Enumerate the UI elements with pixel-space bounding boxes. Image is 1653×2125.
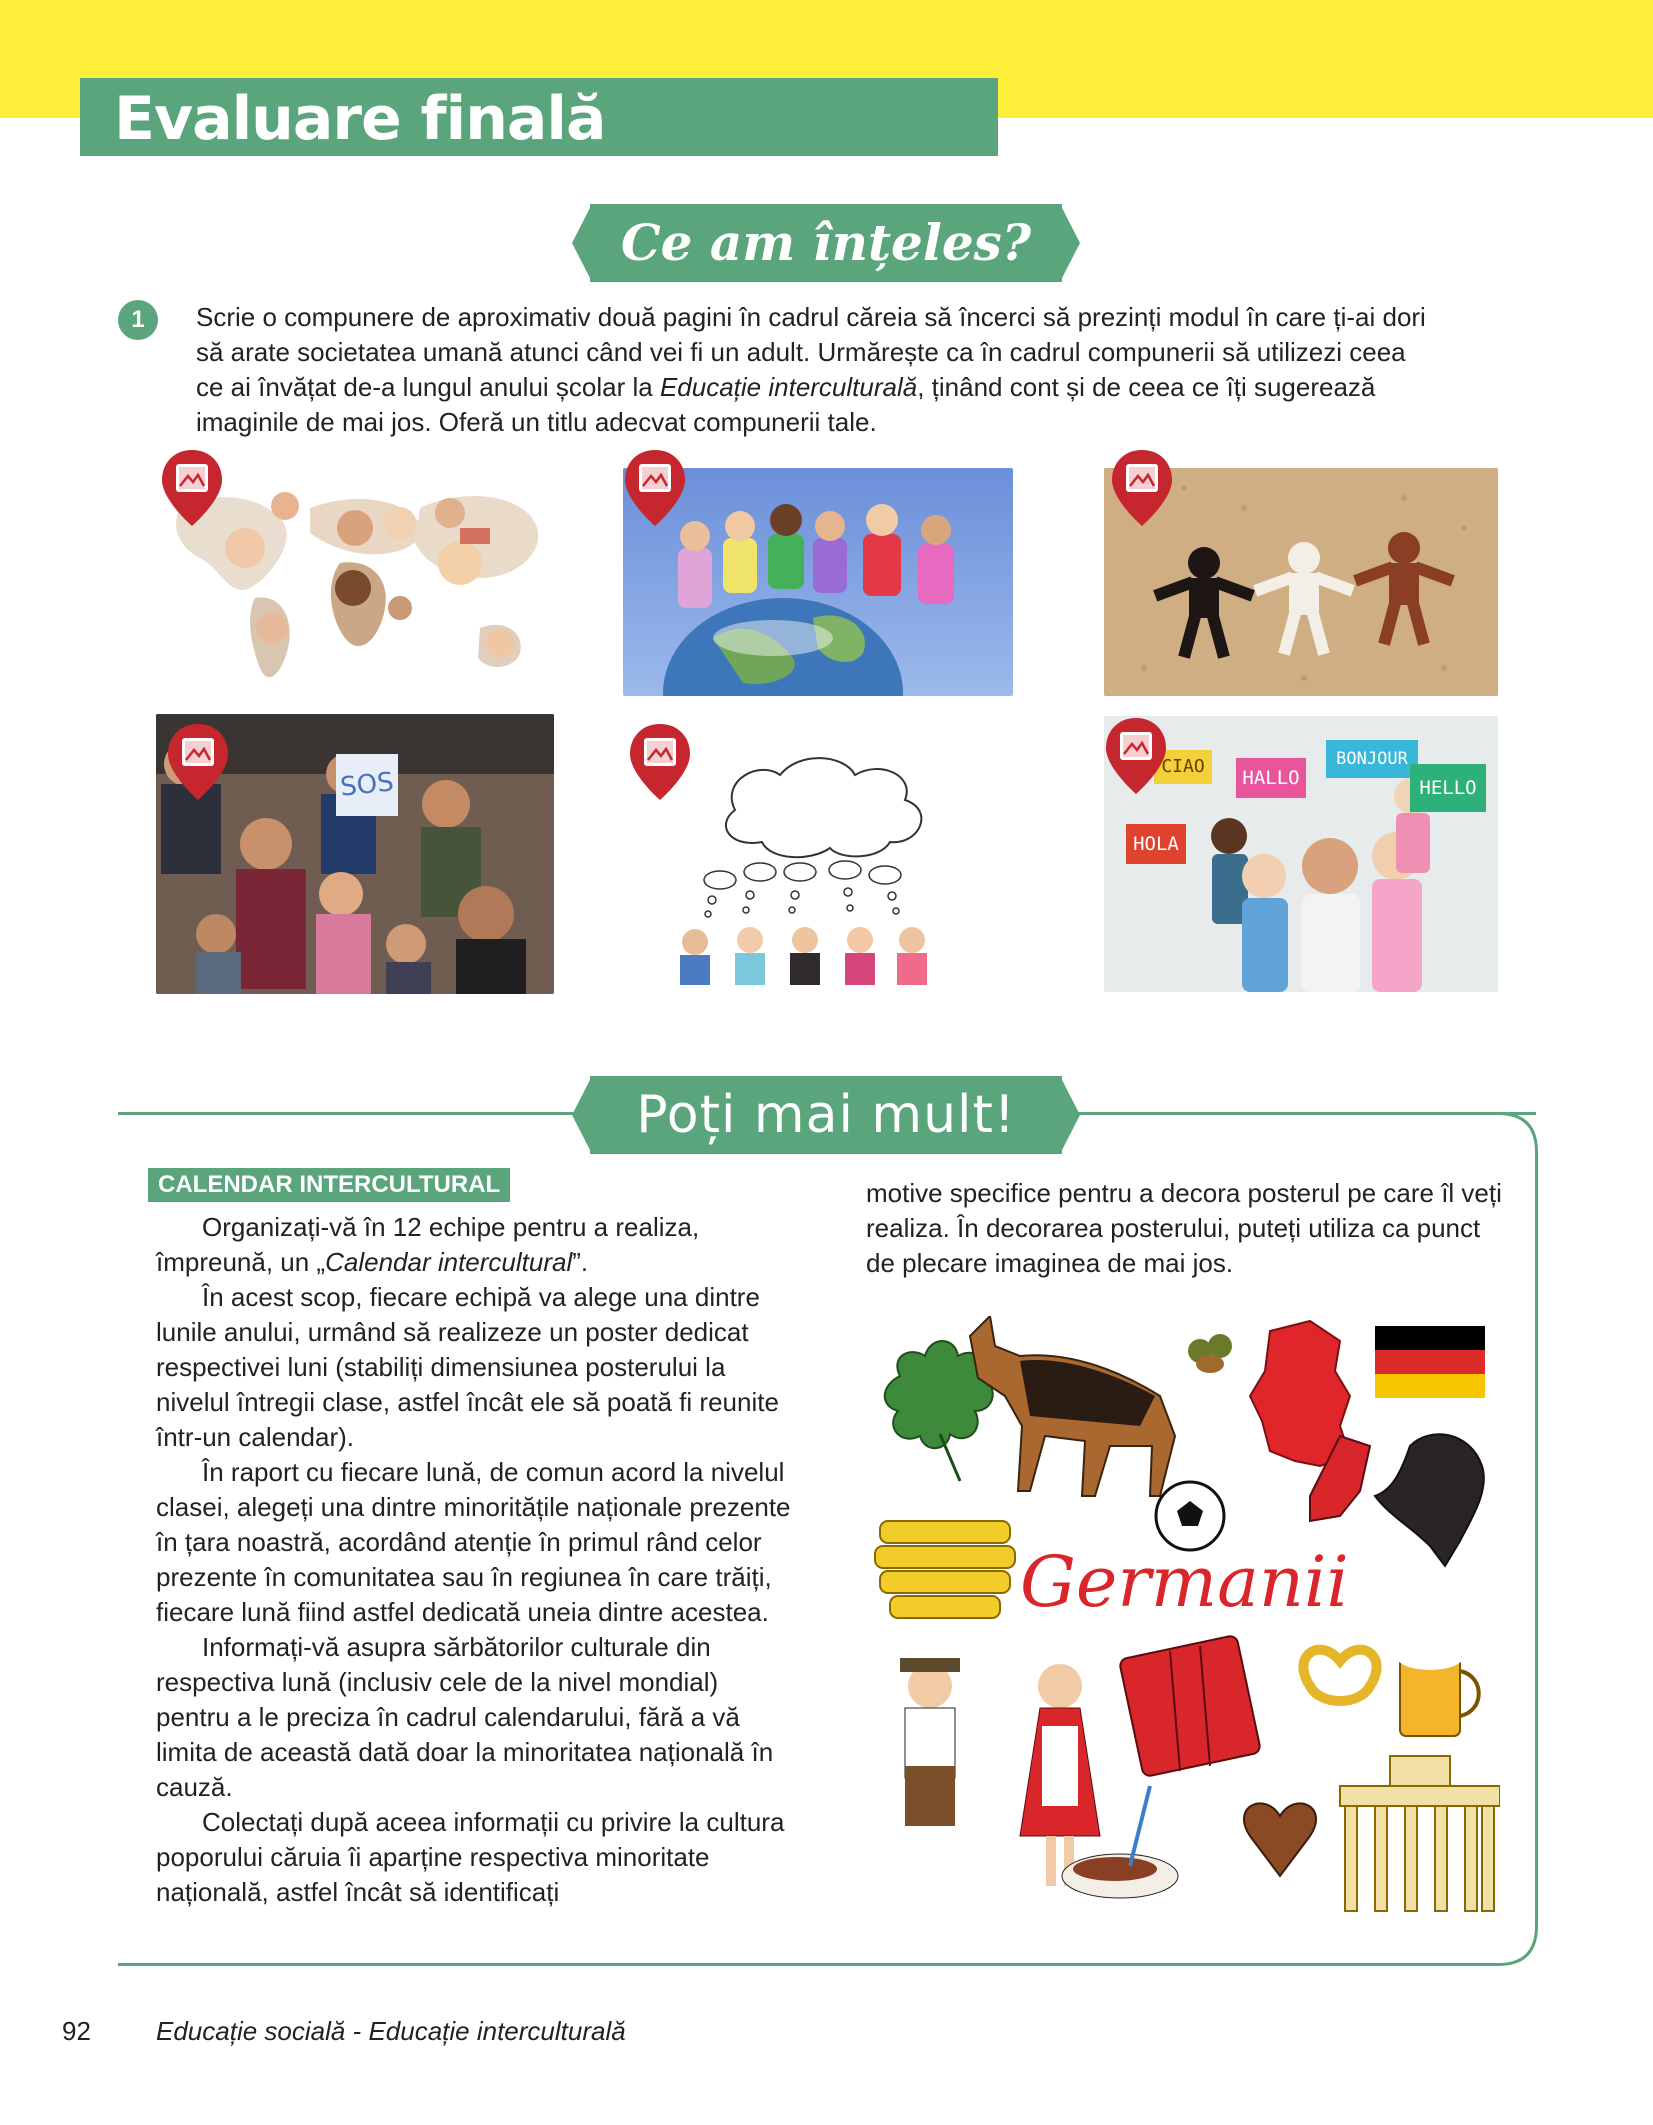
coins-stack-icon: [875, 1521, 1015, 1618]
photo-thinking-children: [650, 730, 1000, 986]
tag-notch-left: [572, 204, 592, 282]
bubble-hallo: HALLO: [1236, 758, 1306, 798]
frame-line-top-right: [1062, 1112, 1536, 1115]
section-heading-text: Poți mai mult!: [636, 1085, 1016, 1145]
image-pin-icon: [1110, 448, 1174, 528]
image-pin-icon: [160, 448, 224, 528]
paragraph: Informați-vă asupra sărbătorilor culturale din respectiva lună (inclusiv cele de la nivel mondial) pentru a le preciza în cadrul calendarului, fără a vă limita de această dată doar la minoritatea națională în cauză.: [156, 1632, 774, 1802]
acorn-icon: [1188, 1334, 1232, 1373]
book-title: Educație socială - Educație interculturală: [156, 2016, 626, 2046]
image-pin-icon: [166, 722, 230, 802]
page-title-banner: [80, 78, 998, 156]
bubble-hello: HELLO: [1410, 764, 1486, 812]
task-number-badge: 1: [118, 300, 158, 340]
section-heading-text: Ce am înțeles?: [620, 213, 1032, 272]
frame-line-bottom: [118, 1963, 1498, 1966]
bubble-hola: HOLA: [1126, 824, 1186, 864]
german-shepherd-icon: [970, 1316, 1175, 1496]
accordion-icon: [1119, 1635, 1261, 1777]
image-pin-icon: [623, 448, 687, 528]
tag-notch-right: [1060, 1076, 1080, 1154]
thinking-clouds-illustration: [650, 730, 1000, 986]
brandenburg-gate-icon: [1340, 1756, 1500, 1911]
germany-flag-icon: [1375, 1326, 1485, 1398]
paragraph: Organizați-vă în 12 echipe pentru a realiza, împreună, un „Calendar intercultural”.: [156, 1212, 700, 1277]
tag-notch-left: [572, 1076, 592, 1154]
bubble-bonjour: BONJOUR: [1326, 740, 1418, 778]
soccer-ball-icon: [1156, 1482, 1224, 1550]
paragraph: În acest scop, fiecare echipă va alege una dintre lunile anului, urmând să realizeze un poster dedicat respectivei luni (stabiliți dimensiunea posterului la nivelul întregii clase, astfel încât ele să poată fi reunite într-un calendar).: [156, 1282, 779, 1452]
bavarian-man-icon: [900, 1658, 960, 1886]
frame-line-top-left: [118, 1112, 596, 1115]
beer-mug-icon: [1396, 1642, 1479, 1736]
sos-sign: SOS: [338, 767, 396, 803]
task-instructions: Scrie o compunere de aproximativ două pagini în cadrul căreia să încerci să prezinți modul în care ți-ai dori să arate societatea umană atunci când vei fi un adult. Urmărește ca în cadrul compunerii să utilizezi ceea ce ai învățat de-a lungul anului școlar la Educație interculturală, ținând cont și de ceea ce îți sugerează imaginile de mai jos. Oferă un titlu adecvat compunerii tale.: [196, 302, 1426, 437]
germany-illustration: [870, 1316, 1500, 1932]
left-column-text: [156, 1210, 796, 1910]
calendar-badge: CALENDAR INTERCULTURAL: [148, 1168, 510, 1202]
page-title: Evaluare finală: [114, 84, 606, 154]
section-heading-ce-am-inteles: [590, 204, 1062, 282]
section-heading-poti-mai-mult: [590, 1076, 1062, 1154]
paragraph: motive specifice pentru a decora posterul pe care îl veți realiza. În decorarea posterului, puteți utiliza ca punct de plecare imaginea de mai jos.: [866, 1178, 1502, 1278]
germany-icons: [870, 1316, 1500, 1932]
pretzel-icon: [1303, 1650, 1376, 1701]
page-number: 92: [62, 2016, 91, 2046]
paragraph: Colectați după aceea informații cu privire la cultura poporului căruia îi aparține respectiva minoritate națională, astfel încât să identificați: [156, 1807, 785, 1907]
paragraph: În raport cu fiecare lună, de comun acord la nivelul clasei, alegeți una dintre minoritățile naționale prezente în țara noastră, acordând atenție în primul rând celor prezente în comunitatea sau în regiunea în care trăiți, fiecare lună fiind astfel dedicată uneia dintre acestea.: [156, 1457, 791, 1627]
germanii-word: Germanii: [1020, 1541, 1349, 1623]
eagle-icon: [1375, 1434, 1484, 1566]
bubble-ciao: CIAO: [1154, 750, 1212, 784]
gingerbread-heart-icon: [1244, 1803, 1316, 1876]
image-pin-icon: [628, 722, 692, 802]
bavarian-woman-icon: [1020, 1664, 1100, 1886]
tag-notch-right: [1060, 204, 1080, 282]
image-pin-icon: [1104, 716, 1168, 796]
right-column-text: [866, 1176, 1506, 1281]
